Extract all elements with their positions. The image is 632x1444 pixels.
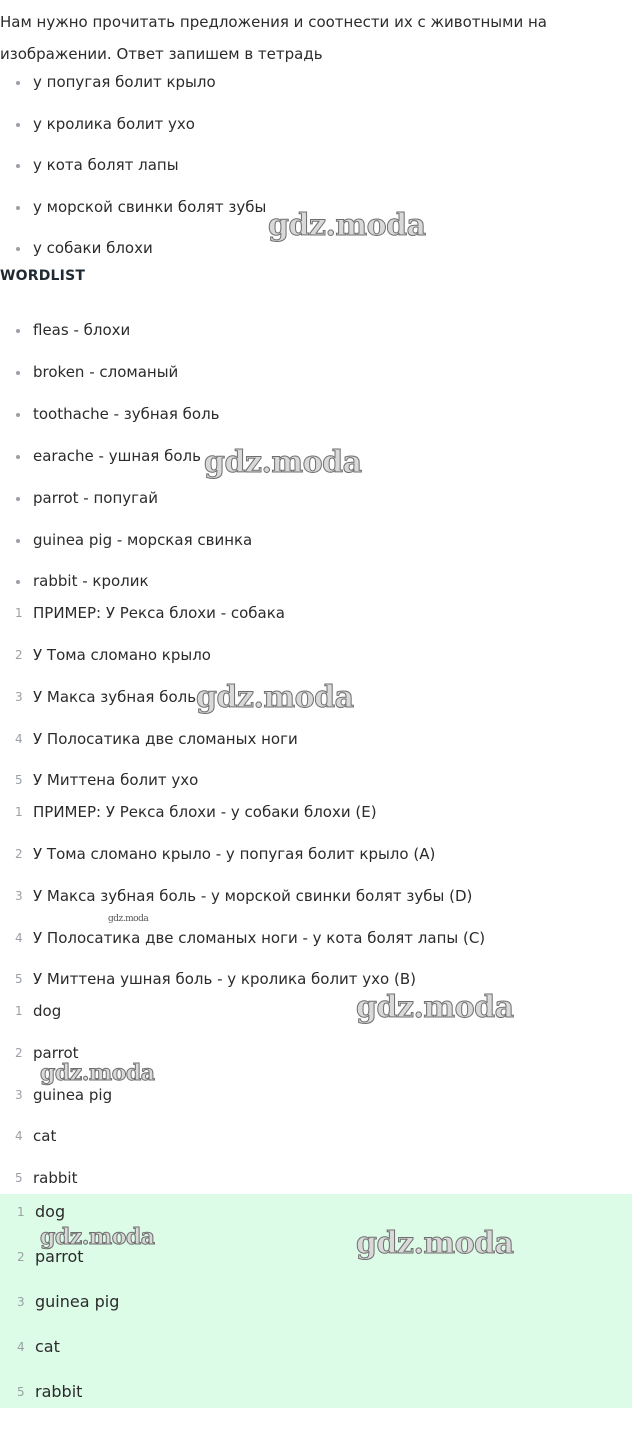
bullet-dot [16,247,20,251]
bullet-dot [16,123,20,127]
watermark: gdz.moda [108,914,149,924]
bullet-dot [16,455,20,459]
watermark: gdz.moda [356,990,514,1025]
bullet-dot [16,497,20,501]
bullet-dot [16,81,20,85]
wordlist-heading: WORDLIST [0,268,86,284]
watermark: gdz.moda [268,208,426,243]
bullet-dot [16,539,20,543]
answer-panel: 1 dog 2 parrot 3 guinea pig 4 cat 5 rabbit [0,1194,632,1408]
watermark: gdz.moda [204,445,362,480]
bullet-dot [16,329,20,333]
watermark: gdz.moda [196,680,354,715]
watermark: gdz.moda [40,1224,155,1250]
bullet-dot [16,206,20,210]
bullet-dot [16,413,20,417]
watermark: gdz.moda [356,1226,514,1261]
intro-text [0,6,600,70]
intro-line-1: Нам нужно прочитать предложения и соотнести их с животными на [0,13,547,31]
bullet-dot [16,371,20,375]
watermark: gdz.moda [40,1060,155,1086]
intro-line-2: изображении. Ответ запишем в тетрадь [0,45,323,63]
bullet-dot [16,164,20,168]
bullet-dot [16,580,20,584]
